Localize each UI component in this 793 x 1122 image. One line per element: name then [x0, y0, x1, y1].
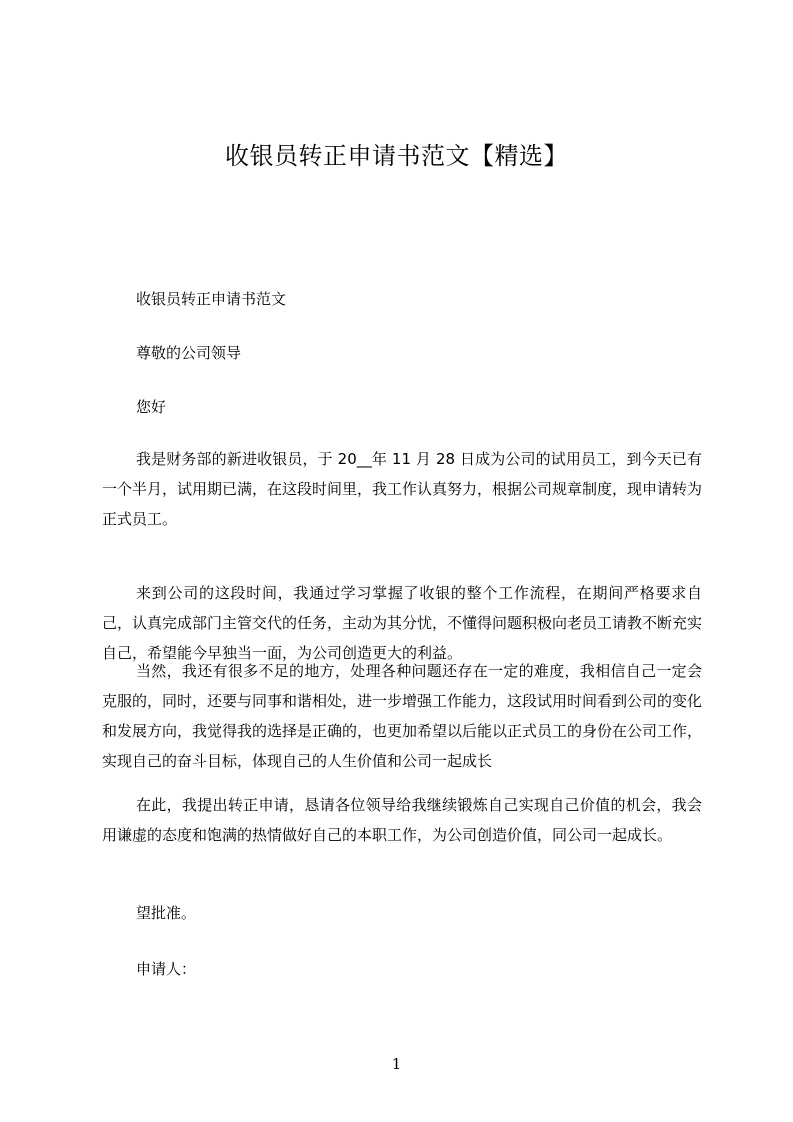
page-number: 1 [391, 1055, 402, 1073]
document-subtitle: 收银员转正申请书范文 [136, 290, 287, 308]
paragraph-self-assessment: 当然，我还有很多不足的地方，处理各种问题还存在一定的难度，我相信自己一定会克服的，同时，还要与同事和谐相处，进一步增强工作能力，这段试用时间看到公司的变化和发展方向，我觉得我的选择是正确的，也更加希望以后能以正式员工的身份在公司工作，实现自己的奋斗目标，体现自己的人生价值和公司一起成长 [102, 662, 702, 770]
greeting: 您好 [136, 398, 167, 416]
document-title: 收银员转正申请书范文【精选】 [225, 142, 568, 170]
salutation: 尊敬的公司领导 [136, 344, 242, 362]
applicant-label: 申请人： [136, 960, 197, 978]
paragraph-work-experience: 来到公司的这段时间，我通过学习掌握了收银的整个工作流程，在期间严格要求自己，认真完成部门主管交代的任务，主动为其分忧，不懂得问题积极向老员工请教不断充实自己，希望能今早独当一面，为公司创造更大的利益。 [102, 584, 702, 662]
paragraph-intro: 我是财务部的新进收银员，于 20__年 11 月 28 日成为公司的试用员工，到今天已有一个半月，试用期已满，在这段时间里，我工作认真努力，根据公司规章制度，现申请转为正式员工。 [102, 450, 702, 528]
paragraph-request: 在此，我提出转正申请，恳请各位领导给我继续锻炼自己实现自己价值的机会，我会用谦虚的态度和饱满的热情做好自己的本职工作，为公司创造价值，同公司一起成长。 [102, 796, 702, 844]
closing-remark: 望批准。 [136, 904, 197, 922]
